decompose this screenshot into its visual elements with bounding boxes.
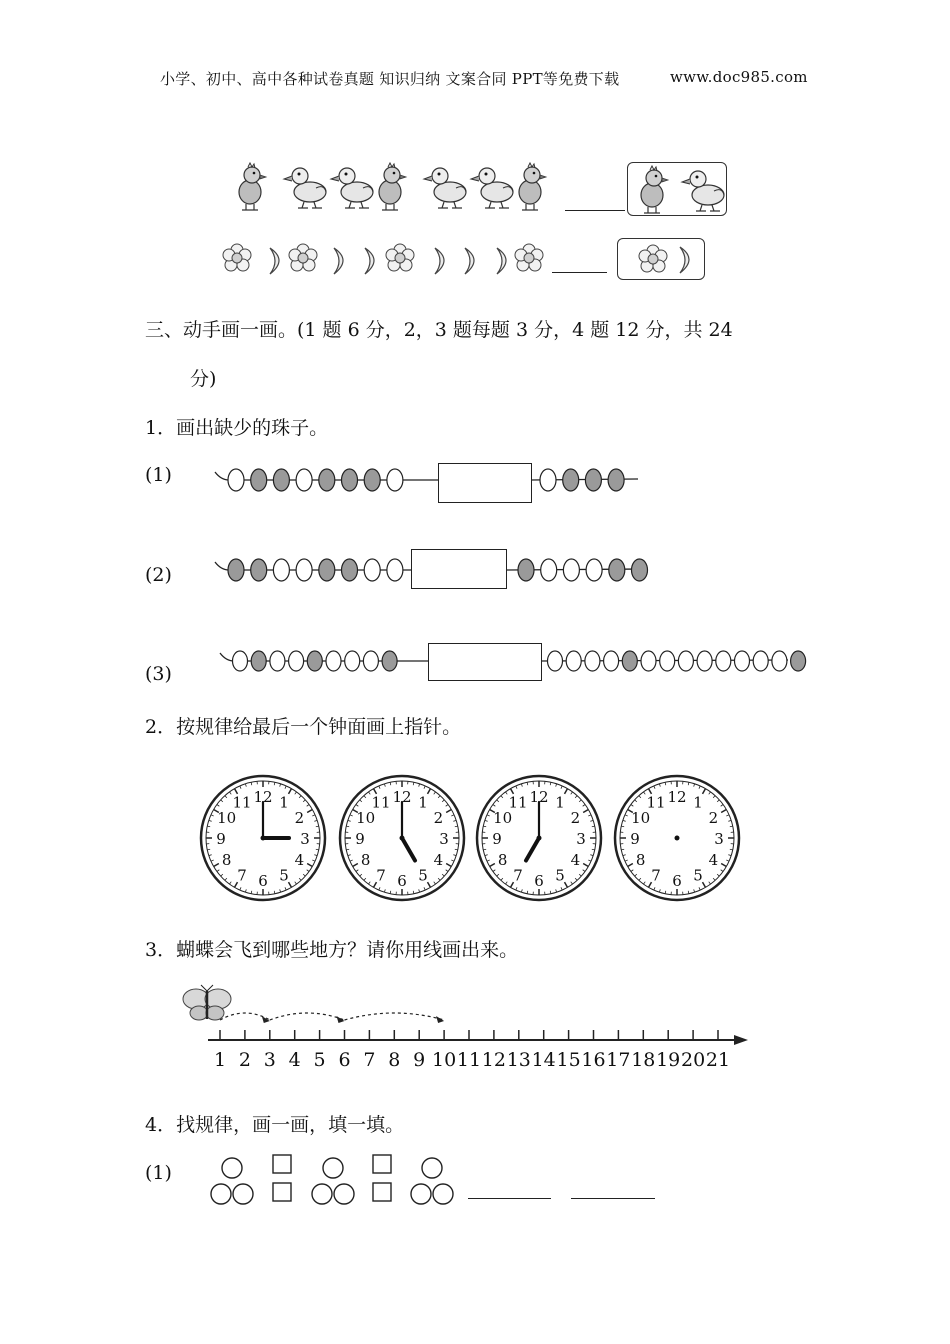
clock-number: 10 [631,809,651,827]
clock-number: 2 [294,809,305,827]
clock-number: 4 [294,851,305,869]
clock-number: 7 [651,866,661,885]
clock-number: 7 [376,866,386,885]
number-line-label: 2 [238,1049,251,1071]
clock-number: 11 [508,793,528,812]
clock-number: 4 [708,851,719,869]
number-line-label: 16 [581,1049,606,1071]
clock-number: 3 [300,830,310,848]
clock-number: 10 [356,809,376,827]
q1-row2-label: (2) [145,564,172,586]
clock-number: 11 [371,793,391,812]
shape-circle [211,1184,231,1204]
clock-number: 5 [418,866,428,885]
clock-number: 9 [492,830,502,848]
clock-number: 10 [493,809,513,827]
clock-number: 8 [360,851,371,869]
shape-square [373,1155,391,1173]
number-line-label: 17 [606,1049,631,1071]
shape-circle [334,1184,354,1204]
number-line-label: 3 [263,1049,276,1071]
number-line-label: 12 [481,1049,506,1071]
q4-sub1-label: (1) [145,1162,172,1184]
clock-number: 10 [217,809,237,827]
section-3-title: 三、动手画一画。(1 题 6 分，2，3 题每题 3 分，4 题 12 分，共 24 [145,319,733,341]
shape-square [273,1183,291,1201]
number-line-label: 19 [656,1049,681,1071]
q4-answer-blank-2[interactable] [571,1198,655,1199]
q1-row3-label: (3) [145,663,172,685]
shape-circle [312,1184,332,1204]
clock-number: 5 [693,866,703,885]
clock-number: 8 [635,851,646,869]
number-line-label: 20 [681,1049,706,1071]
clock-number: 11 [646,793,666,812]
clock-number: 9 [355,830,365,848]
clock-number: 3 [439,830,449,848]
q1-row1-label: (1) [145,464,172,486]
shape-circle [433,1184,453,1204]
number-line-label: 7 [363,1049,376,1071]
number-line-label: 6 [338,1049,351,1071]
clock-number: 9 [216,830,226,848]
clock-number: 12 [253,788,273,806]
number-line-label: 4 [288,1049,301,1071]
clock-number: 3 [714,830,724,848]
number-line-label: 14 [531,1049,556,1071]
header-left: 小学、初中、高中各种试卷真题 知识归纳 文案合同 PPT等免费下载 [160,70,620,88]
number-line-label: 10 [432,1049,457,1071]
q3-title: 3．蝴蝶会飞到哪些地方？请你用线画出来。 [145,939,519,961]
shape-circle [323,1158,343,1178]
clock-number: 7 [513,866,523,885]
number-line-label: 11 [456,1049,482,1071]
number-line-label: 21 [705,1049,731,1071]
shape-circle [422,1158,442,1178]
shape-circle [411,1184,431,1204]
number-line-label: 13 [506,1049,531,1071]
q4-answer-blank-1[interactable] [468,1198,551,1199]
shape-square [373,1183,391,1201]
clock-number: 1 [693,793,703,812]
clock-number: 8 [497,851,508,869]
clock-number: 2 [433,809,444,827]
number-line-label: 8 [388,1049,401,1071]
shape-circle [222,1158,242,1178]
clock-number: 5 [279,866,289,885]
clock-number: 6 [672,872,682,890]
clock-number: 8 [221,851,232,869]
clock-number: 1 [418,793,428,812]
number-line-label: 18 [631,1049,656,1071]
clock-number: 6 [397,872,407,890]
clock-number: 6 [258,872,268,890]
clock-number: 7 [237,866,247,885]
q4-title: 4．找规律，画一画，填一填。 [145,1114,405,1136]
clock-number: 3 [576,830,586,848]
section-3-title-cont: 分) [190,368,217,390]
clock-number: 12 [392,788,412,806]
clock-number: 1 [555,793,565,812]
clock-number: 4 [433,851,444,869]
clock-number: 11 [232,793,252,812]
clock-number: 5 [555,866,565,885]
number-line-label: 15 [556,1049,581,1071]
clock-number: 2 [708,809,719,827]
shape-square [273,1155,291,1173]
q1-title: 1．画出缺少的珠子。 [145,417,329,439]
clock-number: 12 [667,788,687,806]
clock-number: 4 [570,851,581,869]
clock-number: 1 [279,793,289,812]
clock-number: 6 [534,872,544,890]
clock-number: 12 [529,788,549,806]
number-line-label: 1 [213,1049,227,1071]
q2-title: 2．按规律给最后一个钟面画上指针。 [145,716,462,738]
clock-number: 9 [630,830,640,848]
header-right: www.doc985.com [670,68,808,86]
number-line-label: 5 [313,1049,326,1071]
number-line-label: 9 [413,1049,426,1071]
clock-number: 2 [570,809,581,827]
shape-circle [233,1184,253,1204]
